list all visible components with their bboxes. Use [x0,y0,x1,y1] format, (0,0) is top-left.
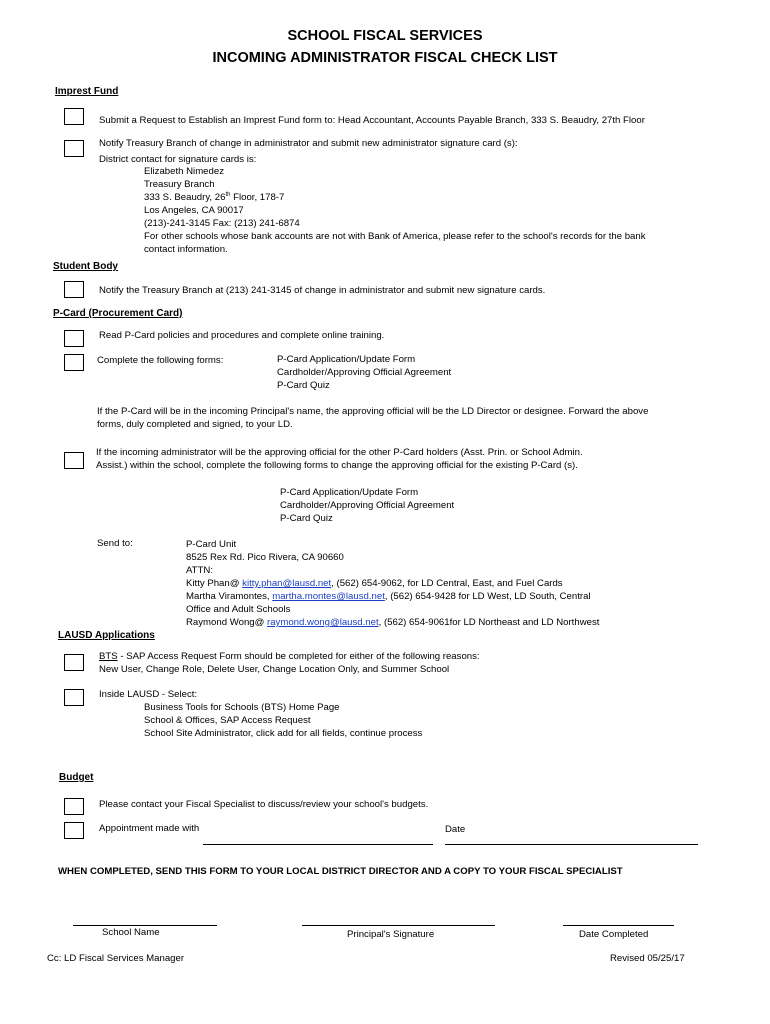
pcard-item-approving-official: If the incoming administrator will be the approving official for the other P-Card holders (Asst. Prin. or School Admin. Assist.) within the school, complete the following forms to change the approving official for the existing P-Card (s). [96,447,583,471]
contact-city: Los Angeles, CA 90017 [144,205,244,216]
contact-martha-cont: Office and Adult Schools [186,604,291,615]
contact-address: 333 S. Beaudry, 26th Floor, 178-7 [144,191,285,203]
pcard-form: Cardholder/Approving Official Agreement [277,367,452,378]
contact-kitty: Kitty Phan@ kitty.phan@lausd.net, (562) 654-9062, for LD Central, East, and Fuel Cards [186,578,563,589]
contact-branch: Treasury Branch [144,179,215,190]
revised-date: Revised 05/25/17 [610,953,685,964]
school-name-label: School Name [102,927,160,938]
date-label: Date [445,824,466,835]
imprest-item-notify: Notify Treasury Branch of change in administrator and submit new administrator signature card (s): [99,138,518,149]
section-heading-student-body: Student Body [53,261,118,272]
contact-martha: Martha Viramontes, martha.montes@lausd.net, (562) 654-9428 for LD West, LD South, Central [186,591,591,602]
checkbox-imprest-notify[interactable] [64,140,84,157]
principal-signature-line[interactable] [302,925,495,926]
pcard-forms-list [277,353,451,392]
martha-email-link[interactable]: martha.montes@lausd.net [272,591,385,602]
date-completed-label: Date Completed [579,929,649,940]
section-heading-imprest: Imprest Fund [55,86,119,97]
principal-signature-label: Principal's Signature [347,929,435,940]
checkbox-lausd-inside[interactable] [64,689,84,706]
pcard-form: P-Card Quiz [277,380,330,391]
other-schools-note-cont: contact information. [144,244,228,255]
pcard-item-forms-label: Complete the following forms: [97,355,224,366]
checkbox-pcard-forms[interactable] [64,354,84,371]
pcard-forms-list-2 [280,486,454,525]
lausd-step: School & Offices, SAP Access Request [144,715,311,726]
budget-item-contact: Please contact your Fiscal Specialist to discuss/review your school's budgets. [99,799,429,810]
send-to-label: Send to: [97,538,133,549]
raymond-email-link[interactable]: raymond.wong@lausd.net [267,617,379,628]
date-line[interactable] [445,844,698,845]
checkbox-budget-appointment[interactable] [64,822,84,839]
lausd-item-bts: BTS - SAP Access Request Form should be completed for either of the following reasons: New User, Change Role, Delete User, Change Location Only, and Summer School [99,651,480,675]
checkbox-budget-contact[interactable] [64,798,84,815]
contact-name: Elizabeth Nimedez [144,166,224,177]
send-to-block [186,538,599,629]
lausd-step: School Site Administrator, click add for all fields, continue process [144,728,423,739]
pcard-form: P-Card Application/Update Form [277,354,416,365]
pcard-principal-note: If the P-Card will be in the incoming Principal's name, the approving official will be the LD Director or designee. Forward the above forms, duly completed and signed, to your LD. [97,406,649,430]
pcard-form: P-Card Quiz [280,513,333,524]
contact-phone: (213)-241-3145 Fax: (213) 241-6874 [144,218,300,229]
section-heading-lausd: LAUSD Applications [58,630,155,641]
bts-label: BTS [99,651,118,662]
lausd-step: Business Tools for Schools (BTS) Home Page [144,702,340,713]
section-heading-pcard: P-Card (Procurement Card) [53,308,183,319]
appointment-line[interactable] [203,844,433,845]
lausd-item-inside: Inside LAUSD - Select: [99,689,198,700]
form-title-line2: INCOMING ADMINISTRATOR FISCAL CHECK LIST [212,50,558,66]
send-unit: P-Card Unit [186,539,237,550]
appointment-label: Appointment made with [99,823,200,834]
contact-raymond: Raymond Wong@ raymond.wong@lausd.net, (562) 654-9061for LD Northeast and LD Northwest [186,617,600,628]
checkbox-pcard-training[interactable] [64,330,84,347]
form-title-line1: SCHOOL FISCAL SERVICES [287,28,483,44]
imprest-item-request: Submit a Request to Establish an Imprest Fund form to: Head Accountant, Accounts Payable Branch, 333 S. Beaudry, 27th Floor [99,115,645,126]
checkbox-lausd-bts[interactable] [64,654,84,671]
imprest-contact-intro: District contact for signature cards is: [99,154,257,165]
completion-instruction: WHEN COMPLETED, SEND THIS FORM TO YOUR LOCAL DISTRICT DIRECTOR AND A COPY TO YOUR FISCAL SPECIALIST [58,866,623,877]
checkbox-student-notify[interactable] [64,281,84,298]
date-completed-line[interactable] [563,925,674,926]
lausd-steps [144,701,422,740]
pcard-form: P-Card Application/Update Form [280,487,419,498]
cc-line: Cc: LD Fiscal Services Manager [47,953,185,964]
other-schools-note: For other schools whose bank accounts are not with Bank of America, please refer to the school's records for the bank [144,231,646,242]
kitty-email-link[interactable]: kitty.phan@lausd.net [242,578,332,589]
pcard-form: Cardholder/Approving Official Agreement [280,500,455,511]
student-item-notify: Notify the Treasury Branch at (213) 241-3145 of change in administrator and submit new signature cards. [99,285,546,296]
checkbox-pcard-approving-official[interactable] [64,452,84,469]
section-heading-budget: Budget [59,772,94,783]
checkbox-imprest-request[interactable] [64,108,84,125]
send-address: 8525 Rex Rd. Pico Rivera, CA 90660 [186,552,344,563]
pcard-item-training: Read P-Card policies and procedures and complete online training. [99,330,385,341]
imprest-contact-block [144,165,646,256]
send-attn: ATTN: [186,565,214,576]
